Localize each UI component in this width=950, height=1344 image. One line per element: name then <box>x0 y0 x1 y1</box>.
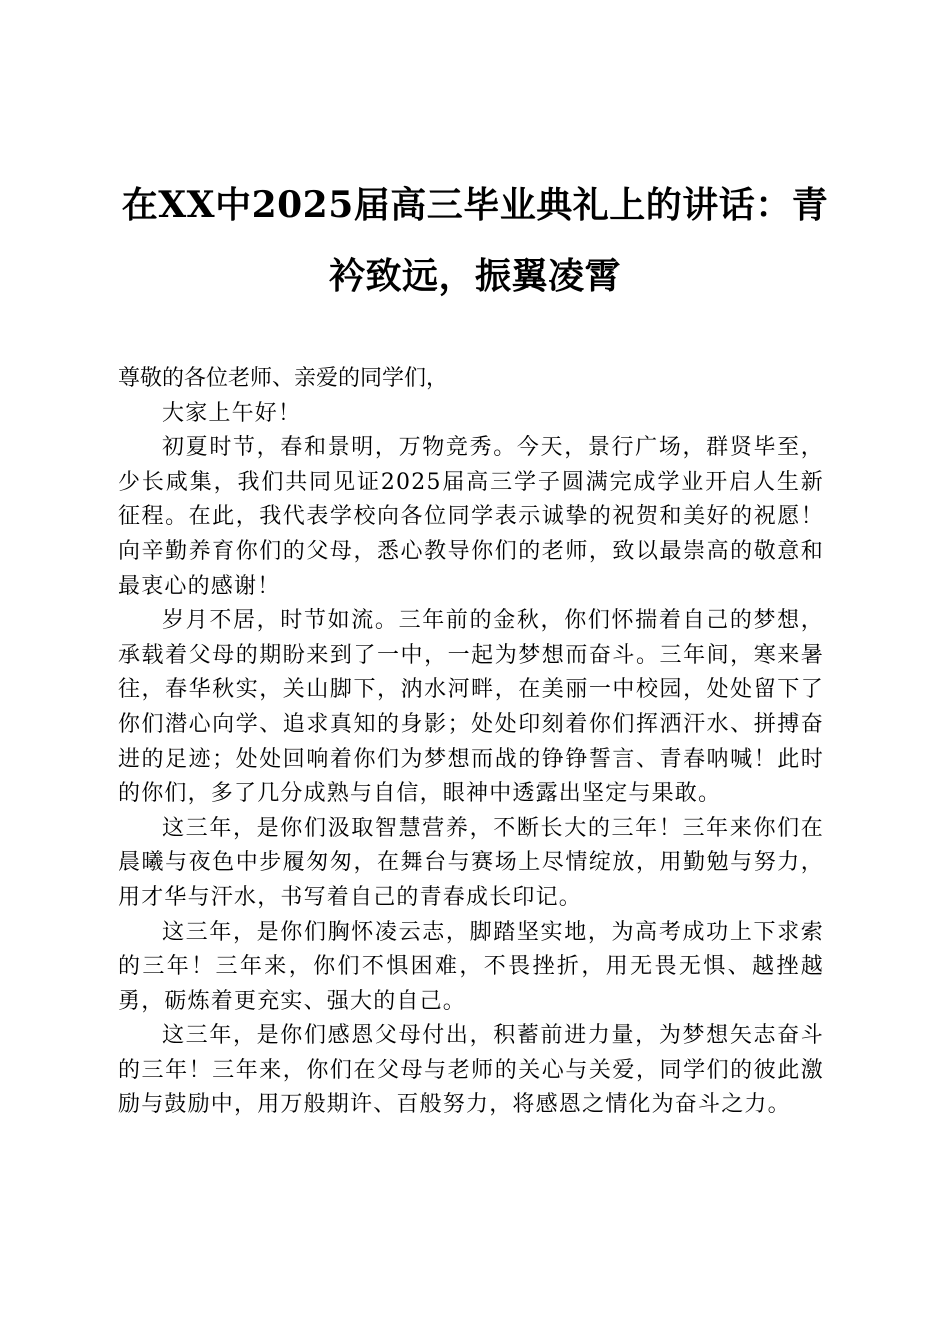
title-line-1: 在XX中2025届高三毕业典礼上的讲话：青 <box>121 184 829 226</box>
document-body <box>118 362 824 1123</box>
title-line-2: 衿致远，振翼凌霄 <box>328 255 621 297</box>
salutation: 尊敬的各位老师、亲爱的同学们， <box>118 366 449 391</box>
document-title <box>120 170 830 312</box>
paragraph-greeting: 大家上午好！ <box>162 400 302 426</box>
paragraph-memories: 岁月不居，时节如流。三年前的金秋，你们怀揣着自己的梦想，承载着父母的期盼来到了一中，一起为梦想而奋斗。三年间，寒来暑往，春华秋实，关山脚下，汭水河畔，在美丽一中校园，处处留下了你们潜心向学、追求真知的身影；处处印刻着你们挥洒汗水、拼搏奋进的足迹；处处回响着你们为梦想而战的铮铮誓言、青春呐喊！此时的你们，多了几分成熟与自信，眼神中透露出坚定与果敢。 <box>118 608 824 807</box>
paragraph-growth: 这三年，是你们汲取智慧营养，不断长大的三年！三年来你们在晨曦与夜色中步履匆匆，在舞台与赛场上尽情绽放，用勤勉与努力，用才华与汗水，书写着自己的青春成长印记。 <box>118 815 824 910</box>
paragraph-gratitude: 这三年，是你们感恩父母付出，积蓄前进力量，为梦想矢志奋斗的三年！三年来，你们在父母与老师的关心与关爱，同学们的彼此激励与鼓励中，用万般期许、百般努力，将感恩之情化为奋斗之力。 <box>118 1023 824 1118</box>
paragraph-perseverance: 这三年，是你们胸怀凌云志，脚踏坚实地，为高考成功上下求索的三年！三年来，你们不惧困难，不畏挫折，用无畏无惧、越挫越勇，砺炼着更充实、强大的自己。 <box>118 919 824 1014</box>
paragraph-opening: 初夏时节，春和景明，万物竞秀。今天，景行广场，群贤毕至，少长咸集，我们共同见证2025届高三学子圆满完成学业开启人生新征程。在此，我代表学校向各位同学表示诚挚的祝贺和美好的祝愿！向辛勤养育你们的父母，悉心教导你们的老师，致以最崇高的敬意和最衷心的感谢！ <box>118 435 824 599</box>
